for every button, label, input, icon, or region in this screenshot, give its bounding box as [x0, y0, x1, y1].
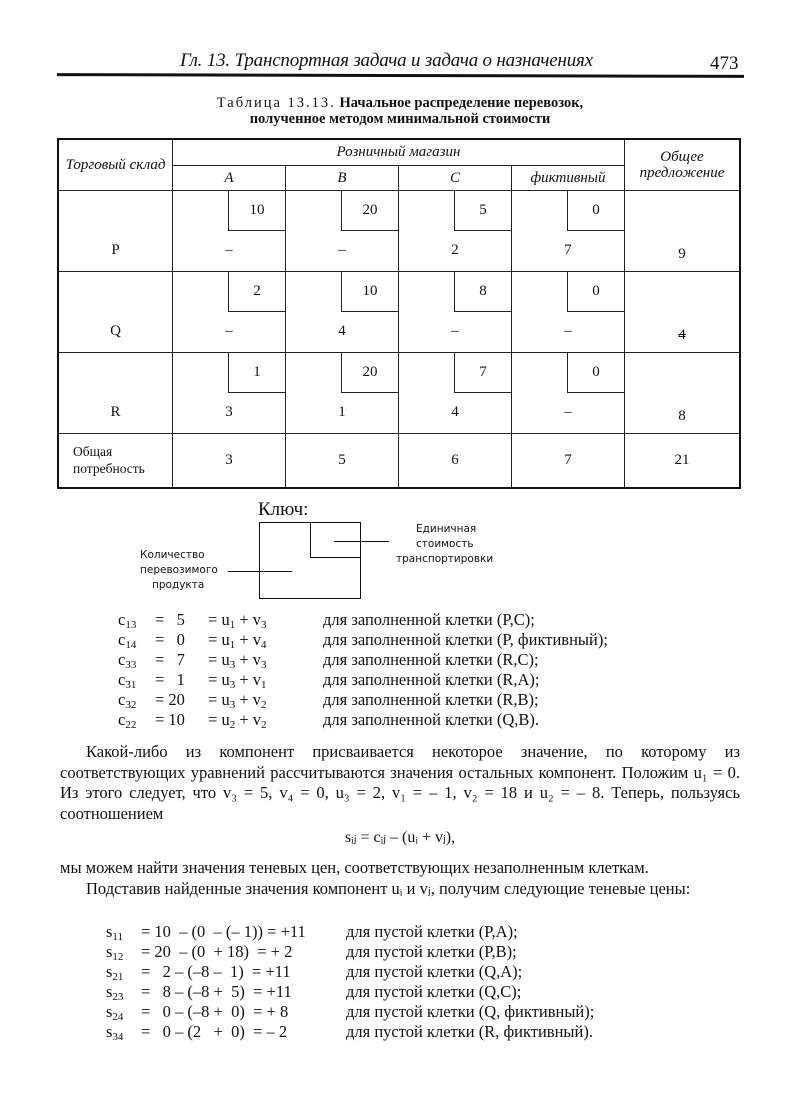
quantity: – — [451, 322, 459, 339]
quantity: 4 — [338, 322, 346, 339]
unit-cost: 0 — [567, 353, 624, 393]
header-supply: Общее предложение — [625, 139, 741, 190]
table-caption-text1: Начальное распределение перевозок, — [339, 95, 584, 111]
table-cell — [286, 190, 399, 271]
shadow-price-formula: sᵢⱼ = cᵢⱼ – (uᵢ + vⱼ), — [344, 829, 456, 846]
supply-value: 8 — [678, 407, 686, 424]
key-qty-label-line: продукта — [152, 579, 205, 591]
table-caption-line1 — [0, 95, 800, 112]
row-label: Q — [110, 322, 121, 339]
total-demand-label-line2: потребность — [73, 461, 145, 477]
table-cell — [286, 271, 399, 352]
supply-cell — [625, 190, 741, 271]
row-label-cell — [58, 190, 173, 271]
key-title: Ключ: — [258, 499, 309, 520]
quantity: – — [564, 403, 572, 420]
supply-value: 4 — [678, 326, 686, 343]
key-cost-label-line: Единичная — [416, 523, 477, 535]
paragraph-substitution: Подставив найденные значения компонент uᵢ и vⱼ, получим следующие теневые цены: — [86, 879, 691, 898]
demand-value: 6 — [399, 433, 512, 488]
unit-cost: 7 — [454, 353, 511, 393]
table-caption-label: Таблица 13.13. — [216, 95, 336, 111]
table-row-q — [58, 271, 740, 352]
table-cell — [512, 271, 625, 352]
key-qty-label-line: Количество — [140, 549, 205, 561]
unit-cost: 5 — [454, 191, 511, 231]
quantity: 4 — [451, 403, 459, 420]
unit-cost: 2 — [228, 272, 285, 312]
quantity: – — [225, 241, 233, 258]
supply-cell — [625, 271, 741, 352]
key-cost-label-line: стоимость — [416, 538, 474, 550]
key-cost-leader-line — [334, 541, 389, 542]
unit-cost: 20 — [341, 353, 398, 393]
header-rule — [57, 73, 744, 78]
supply-cell — [625, 352, 741, 433]
unit-cost: 0 — [567, 191, 624, 231]
unit-cost: 8 — [454, 272, 511, 312]
total-demand-label-line1: Общая — [73, 444, 113, 460]
quantity: – — [225, 322, 233, 339]
quantity: 3 — [225, 403, 233, 420]
unit-cost: 10 — [341, 272, 398, 312]
demand-value: 7 — [512, 433, 625, 488]
quantity: 7 — [564, 241, 572, 258]
quantity: 1 — [338, 403, 346, 420]
table-cell — [512, 190, 625, 271]
unit-cost: 1 — [228, 353, 285, 393]
table-cell — [399, 271, 512, 352]
key-qty-label — [140, 548, 218, 593]
total-demand-label — [58, 433, 173, 488]
table-cell — [173, 352, 286, 433]
demand-value: 3 — [173, 433, 286, 488]
running-head-title: Гл. 13. Транспортная задача и задача о назначениях — [180, 50, 593, 71]
table-cell — [399, 352, 512, 433]
paragraph-shadow-intro: мы можем найти значения теневых цен, соответствующих незаполненным клеткам. — [60, 858, 649, 877]
page-number: 473 — [710, 53, 739, 74]
key-cost-label — [396, 522, 494, 567]
row-label: R — [110, 403, 121, 420]
table-cell — [286, 352, 399, 433]
quantity: – — [338, 241, 346, 258]
table-row-total-demand — [58, 433, 740, 488]
transport-table — [57, 138, 741, 489]
table-cell — [512, 352, 625, 433]
unit-cost: 0 — [567, 272, 624, 312]
table-cell — [173, 271, 286, 352]
key-qty-leader-line — [228, 571, 292, 572]
quantity: – — [564, 322, 572, 339]
unit-cost: 20 — [341, 191, 398, 231]
key-cost-box — [310, 522, 360, 558]
table-cell — [399, 190, 512, 271]
header-store-c: C — [399, 165, 512, 190]
header-warehouse: Торговый склад — [58, 139, 173, 190]
row-label: P — [111, 241, 120, 258]
key-qty-label-line: перевозимого — [140, 564, 218, 576]
table-row-r — [58, 352, 740, 433]
header-store-b: B — [286, 165, 399, 190]
supply-value: 9 — [678, 245, 686, 262]
table-caption-line2: полученное методом минимальной стоимости — [249, 111, 551, 127]
paragraph-components: Какой-либо из компонент присваивается некоторое значение, по которому из соответствующих уравнений рассчитываются значения остальных компонент. Положим u₁ = 0. Из этого следует, что v₃ = 5, v₄ = 0, u₃ = 2, v₁ = – 1, v₂ = 18 и u₂ = – 8. Теперь, пользуясь соотношением — [60, 742, 740, 823]
unit-cost: 10 — [228, 191, 285, 231]
demand-value: 5 — [286, 433, 399, 488]
header-store-dummy: фиктивный — [512, 165, 625, 190]
row-label-cell — [58, 271, 173, 352]
table-row-p — [58, 190, 740, 271]
header-store-group: Розничный магазин — [173, 139, 625, 165]
quantity: 2 — [451, 241, 459, 258]
row-label-cell — [58, 352, 173, 433]
key-cost-label-line: транспортировки — [396, 553, 494, 565]
header-store-a: A — [173, 165, 286, 190]
table-cell — [173, 190, 286, 271]
grand-total: 21 — [625, 433, 741, 488]
